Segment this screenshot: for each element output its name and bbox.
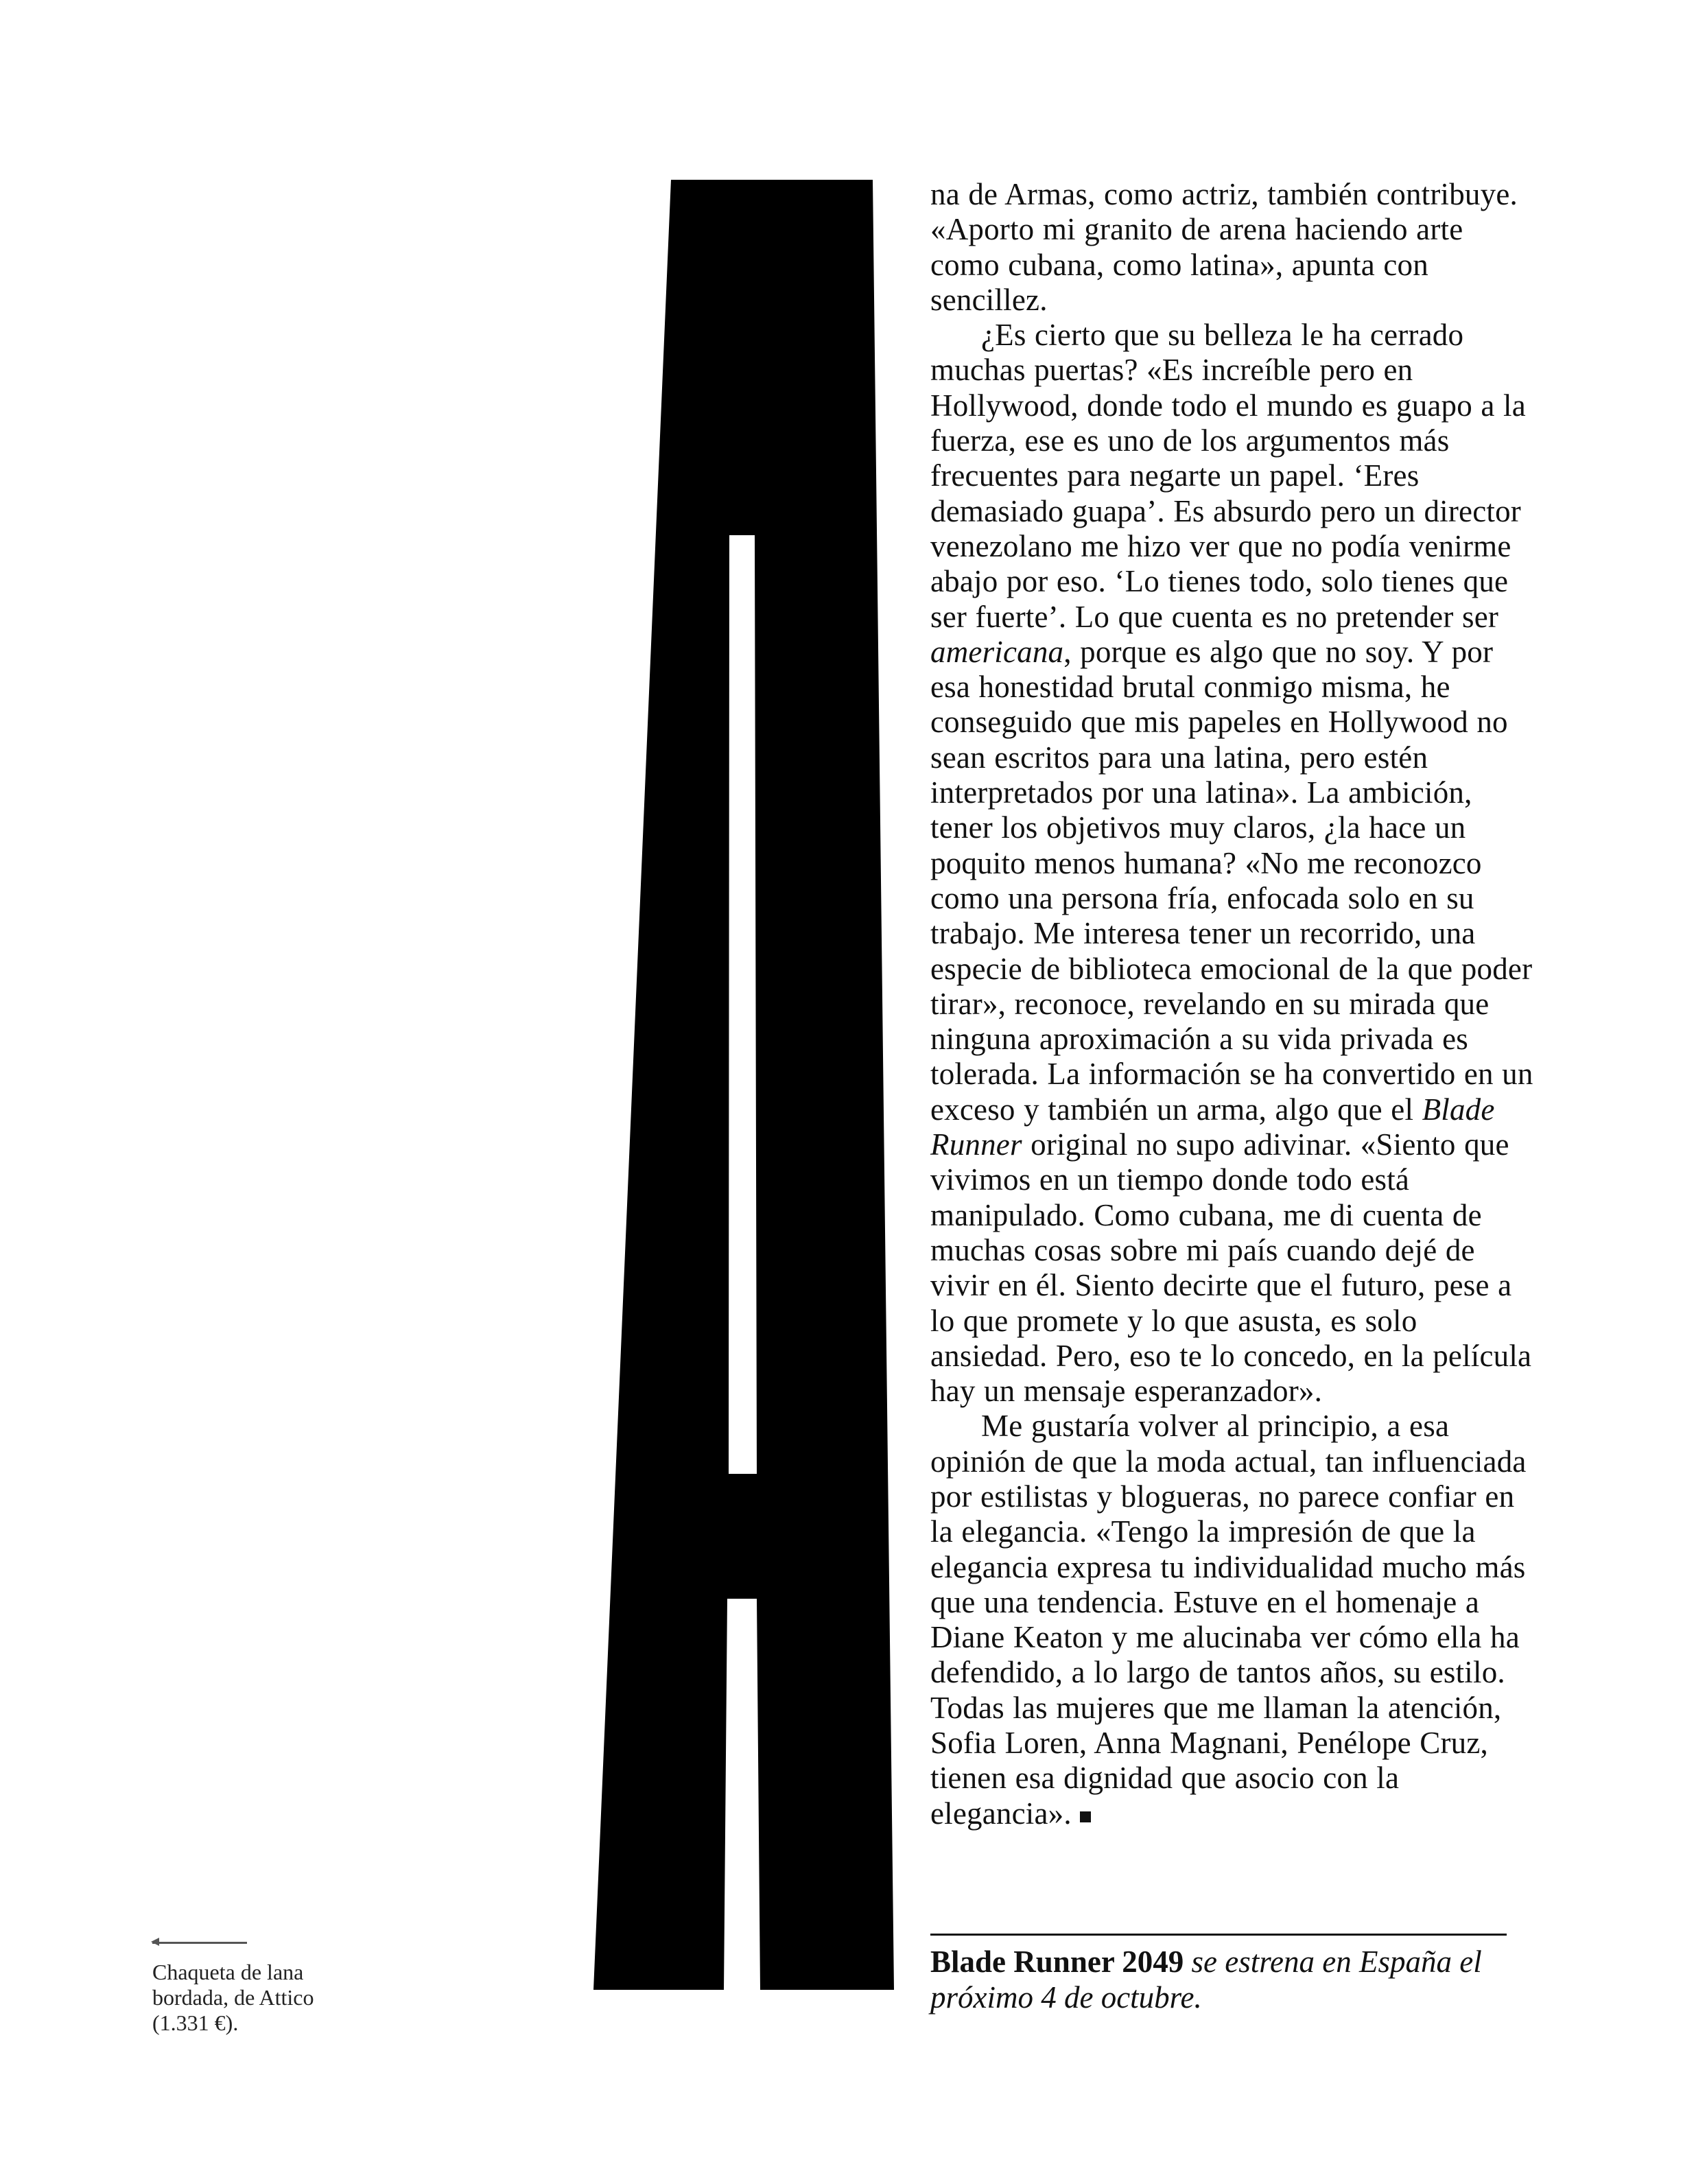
footnote-rule (930, 1934, 1507, 1936)
end-mark-icon (1080, 1811, 1091, 1822)
footnote-text: se estrena en España el próximo 4 de octubre. (930, 1945, 1482, 2015)
caption-line-2: bordada, de Attico (152, 1985, 314, 2010)
dropcap-shape (593, 180, 894, 1990)
paragraph-text: original no supo adivinar. «Siento que vivimos en un tiempo donde todo está manipulado. Como cubana, me di cuenta de muchas cosas sobre mi país cuando dejé de vivir en él. Siento decirte que el futuro, pese a lo que promete y lo que asusta, es solo ansiedad. Pero, eso te lo concedo, en la película hay un mensaje esperanzador». (930, 1127, 1532, 1409)
article-paragraph (930, 1409, 1534, 1831)
caption-line-1: Chaqueta de lana (152, 1960, 304, 1984)
article-paragraph (930, 177, 1534, 318)
footnote (930, 1944, 1534, 2015)
paragraph-text: , porque es algo que no soy. Y por esa honestidad brutal conmigo misma, he conseguido que mis papeles en Hollywood no sean escritos para una latina, pero estén interpretados por una latina». La ambición, tener los objetivos muy claros, ¿la hace un poquito menos humana? «No me reconozco como una persona fría, enfocada solo en su trabajo. Me interesa tener un recorrido, una especie de biblioteca emocional de la que poder tirar», reconoce, revelando en su mirada que ninguna aproximación a su vida privada es tolerada. La información se ha convertido en un exceso y también un arma, algo que el (930, 634, 1533, 1127)
italic-text: Blade Runner (930, 1092, 1495, 1162)
paragraph-text: ¿Es cierto que su belleza le ha cerrado muchas puertas? «Es increíble pero en Hollywood, donde todo el mundo es guapo a la fuerza, ese es uno de los argumentos más frecuentes para negarte un papel. ‘Eres demasiado guapa’. Es absurdo pero un director venezolano me hizo ver que no podía venirme abajo por eso. ‘Lo tienes todo, solo tienes que ser fuerte’. Lo que cuenta es no pretender ser (930, 318, 1526, 634)
caption-pointer-line (152, 1942, 247, 1944)
caption-line-3: (1.331 €). (152, 2010, 239, 2035)
article-paragraph (930, 318, 1534, 1409)
italic-text: americana (930, 634, 1064, 669)
footnote-film-title: Blade Runner 2049 (930, 1945, 1184, 1979)
photo-caption (152, 1960, 372, 2036)
paragraph-text: Me gustaría volver al principio, a esa opinión de que la moda actual, tan influenciada por estilistas y blogueras, no parece confiar en la elegancia. «Tengo la impresión de que la elegancia expresa tu individualidad mucho más que una tendencia. Estuve en el homenaje a Diane Keaton y me alucinaba ver cómo ella ha defendido, a lo largo de tantos años, su estilo. Todas las mujeres que me llaman la atención, Sofia Loren, Anna Magnani, Penélope Cruz, tienen esa dignidad que asocio con la elegancia». (930, 1409, 1527, 1831)
article-body (930, 177, 1534, 1831)
paragraph-text: na de Armas, como actriz, también contribuye. «Aporto mi granito de arena haciendo arte como cubana, como latina», apunta con sencillez. (930, 177, 1518, 317)
